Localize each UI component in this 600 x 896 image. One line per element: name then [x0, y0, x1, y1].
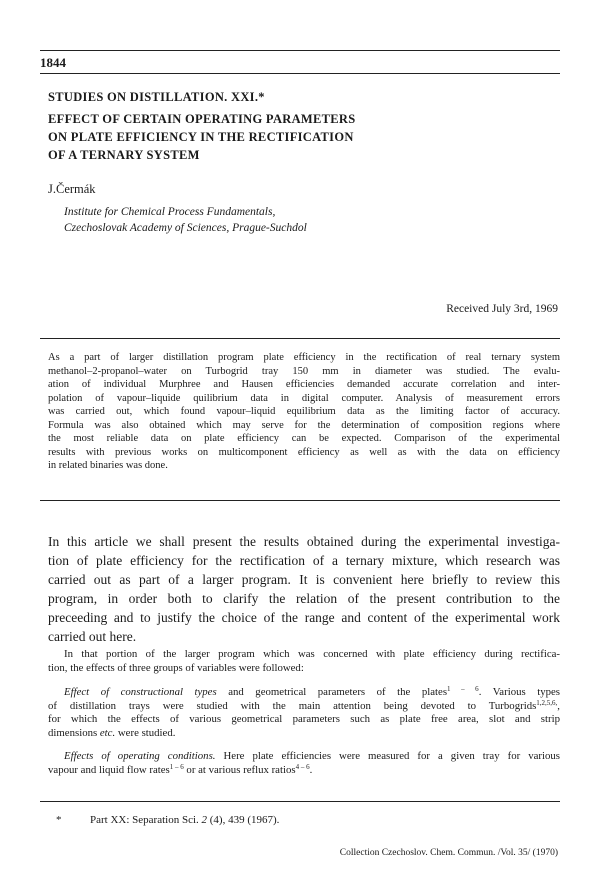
abstract-line: As a part of larger distillation program plate efficiency in the rectification of real ternary system: [48, 352, 560, 363]
program-paragraph: [48, 648, 560, 675]
body-line: [48, 727, 560, 741]
received-date: Received July 3rd, 1969: [446, 303, 558, 315]
affiliation-line: Institute for Chemical Process Fundamentals,: [64, 206, 276, 218]
body-line: preceeding and to justify the choice of the range and content of the experimental work: [48, 610, 560, 625]
text-run: ,: [557, 699, 560, 712]
text-run: and geometrical parameters of the plates: [216, 686, 448, 698]
body-line: [48, 686, 560, 700]
footnote-text: 2: [201, 814, 208, 826]
header-bottom-rule: [40, 73, 560, 74]
operating-conditions-paragraph: [48, 750, 560, 777]
footnote: [56, 814, 279, 826]
abstract-top-rule: [40, 338, 560, 339]
body-line: [48, 750, 560, 764]
body-line: carried out here.: [48, 629, 137, 644]
abstract-line: Formula was also obtained which may serve for the determination of composition regions where: [48, 419, 560, 431]
run-in-heading: Effects of operating conditions.: [64, 750, 216, 762]
constructional-types-paragraph: [48, 686, 560, 740]
footnote-mark: *: [56, 814, 62, 826]
body-line: tion, the effects of three groups of variables were followed:: [48, 661, 304, 674]
body-line: carried out as part of a larger program. It is convenient here briefly to review this: [48, 572, 560, 587]
text-run: vapour and liquid flow rates: [48, 763, 170, 776]
intro-paragraph: [48, 532, 560, 646]
text-run: dimensions: [48, 726, 100, 739]
footnote-text: Part XX: Separation Sci.: [90, 814, 202, 826]
body-line: tion of plate efficiency for the rectification of a ternary mixture, which research was: [48, 553, 560, 568]
abstract-line: methanol–2-propanol–water on Turbogrid tray 150 mm in diameter was studied. The evalu-: [48, 365, 560, 377]
series-heading: STUDIES ON DISTILLATION. XXI.*: [48, 90, 265, 104]
body-line: In that portion of the larger program which was concerned with plate efficiency during rectifica-: [64, 648, 560, 660]
body-line: program, in order both to clarify the relation of the present contribution to the: [48, 591, 560, 606]
text-run: etc.: [99, 726, 116, 739]
reference-superscript: 1 – 6: [169, 762, 184, 771]
title-line: OF A TERNARY SYSTEM: [48, 148, 200, 162]
page-number: 1844: [40, 55, 66, 70]
abstract-line: the most reliable data on plate efficiency can be expected. Comparison of the experimental: [48, 433, 560, 444]
body-line: for which the effects of various geometrical parameters such as plate free area, slot and strip: [48, 713, 560, 725]
body-line: [48, 764, 560, 778]
text-run: . Various types: [478, 686, 560, 698]
header-top-rule: [40, 50, 560, 51]
abstract-line: in related binaries was done.: [48, 460, 168, 471]
abstract-bottom-rule: [40, 500, 560, 501]
footnote-rule: [40, 801, 560, 802]
affiliation-line: Czechoslovak Academy of Sciences, Prague-Suchdol: [64, 222, 307, 234]
title-line: ON PLATE EFFICIENCY IN THE RECTIFICATION: [48, 130, 354, 144]
body-line: In this article we shall present the results obtained during the experimental investiga-: [48, 534, 560, 549]
reference-superscript: 4 – 6: [295, 762, 310, 771]
text-run: or at various reflux ratios: [183, 763, 296, 776]
run-in-heading: Effect of constructional types: [64, 686, 217, 698]
body-line: [48, 700, 560, 714]
author-name: J.Čermák: [48, 182, 96, 196]
abstract-line: polation of vapour–liquide quilibrium data in digital computer. Analysis of measurement errors: [48, 392, 560, 404]
abstract-line: results with previous works on multicomponent efficiency as well as with the data on efficiency: [48, 446, 560, 458]
reference-superscript: 1,2,5,6,: [536, 698, 558, 707]
text-run: .: [309, 763, 313, 776]
title-line: EFFECT OF CERTAIN OPERATING PARAMETERS: [48, 112, 356, 126]
author-affiliation: [64, 204, 307, 236]
text-run: were studied.: [115, 726, 176, 739]
abstract-line: ation of individual Murphree and Hausen efficiencies demanded accurate correlation and inter-: [48, 379, 560, 390]
journal-footer: Collection Czechoslov. Chem. Commun. /Vol. 35/ (1970): [339, 848, 558, 858]
footnote-text: (4), 439 (1967).: [207, 814, 280, 826]
reference-superscript: 1 – 6: [447, 685, 479, 693]
abstract: [48, 351, 560, 473]
text-run: Here plate efficiencies were measured for a given tray for various: [215, 750, 560, 762]
abstract-line: was carried out, which found vapour–liquid equilibrium data as the limiting factor of accuracy.: [48, 406, 560, 417]
text-run: of distillation trays were studied with the main attention being devoted to Turbogrids: [48, 699, 537, 712]
article-title: [48, 110, 356, 164]
